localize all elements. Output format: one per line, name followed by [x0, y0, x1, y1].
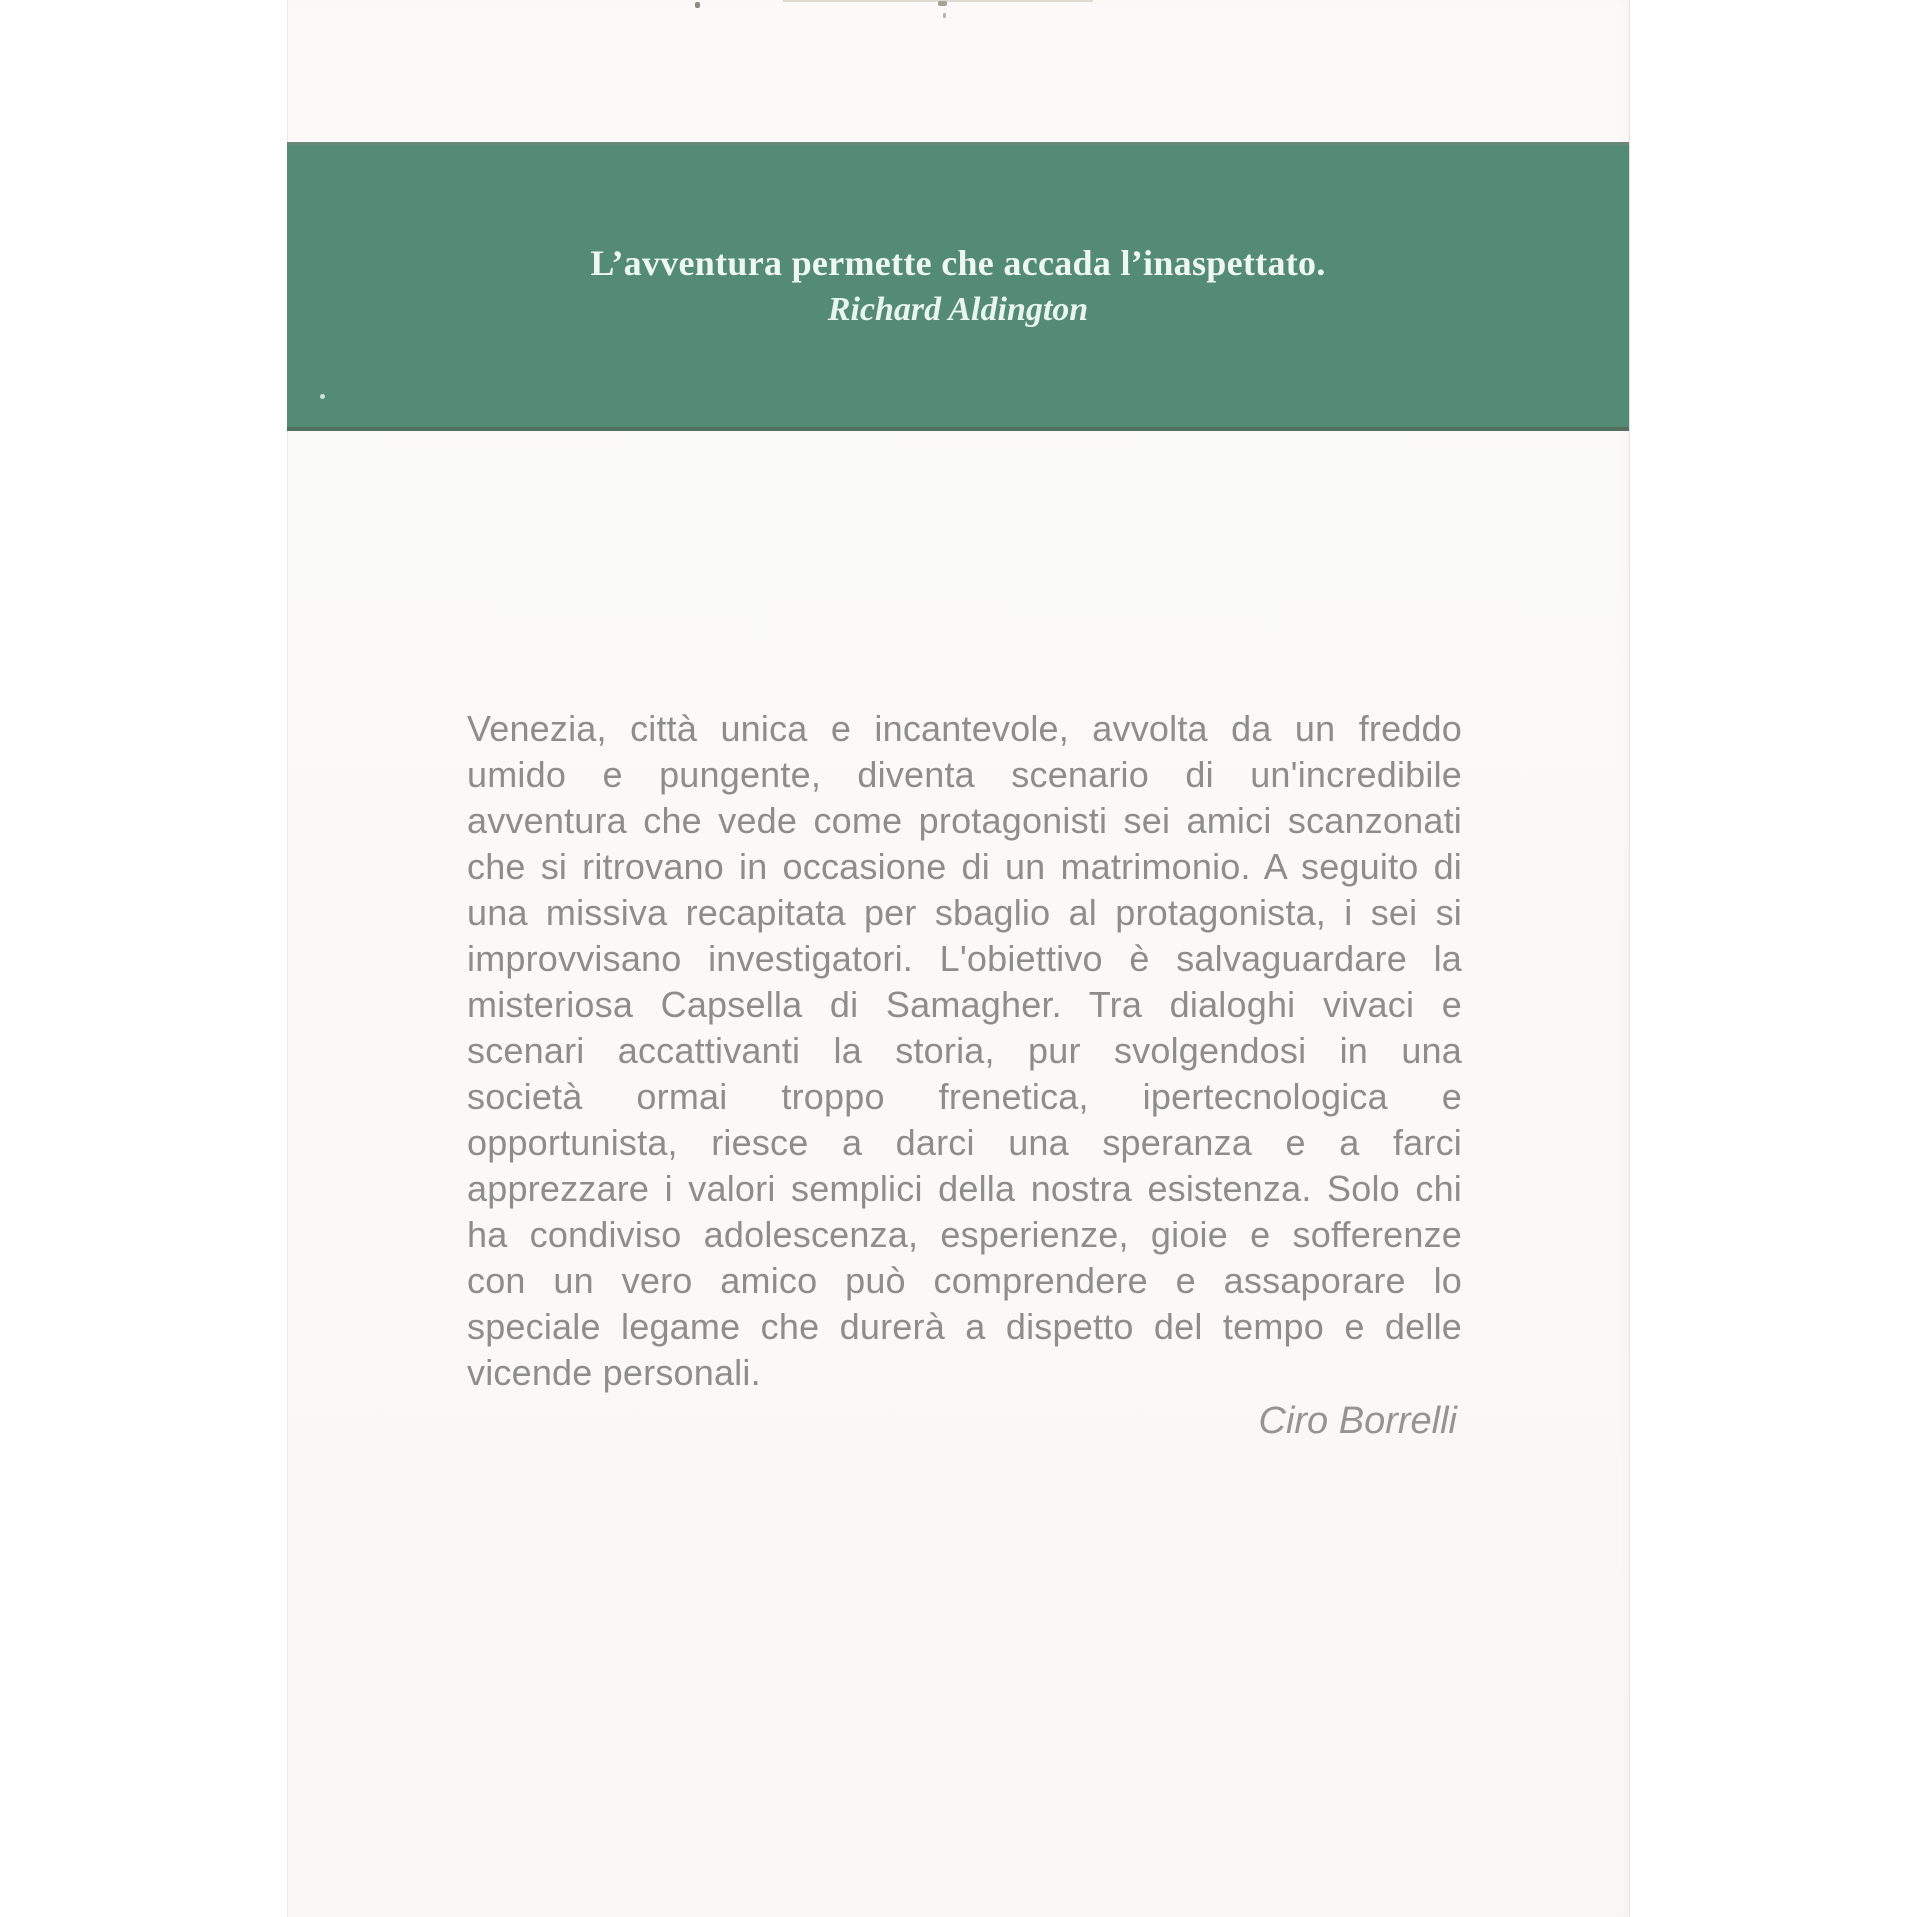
- synopsis-line: una missiva recapitata per sbaglio al protagonista, i sei si: [467, 892, 1462, 933]
- quote-band: [287, 142, 1629, 431]
- synopsis-line: avventura che vede come protagonisti sei amici scanzonati: [467, 800, 1462, 841]
- scan-artifact-dot: [320, 394, 325, 399]
- quote-author: Richard Aldington: [827, 291, 1089, 328]
- synopsis-line: Venezia, città unica e incantevole, avvolta da un freddo: [467, 708, 1462, 749]
- synopsis-line: opportunista, riesce a darci una speranza e a farci: [467, 1122, 1462, 1163]
- scan-artifact-speck: [695, 2, 700, 8]
- synopsis-line: con un vero amico può comprendere e assaporare lo: [467, 1260, 1462, 1301]
- scan-artifact-speck: [943, 13, 946, 18]
- author-signature: Ciro Borrelli: [1258, 1400, 1457, 1442]
- synopsis-line: ha condiviso adolescenza, esperienze, gioie e sofferenze: [467, 1214, 1462, 1255]
- quote-text: L’avventura permette che accada l’inaspettato.: [590, 243, 1326, 283]
- synopsis-line: scenari accattivanti la storia, pur svolgendosi in una: [467, 1030, 1462, 1071]
- synopsis-paragraph: [467, 706, 1462, 1396]
- synopsis-line: misteriosa Capsella di Samagher. Tra dialoghi vivaci e: [467, 984, 1462, 1025]
- synopsis-line: umido e pungente, diventa scenario di un'incredibile: [467, 754, 1462, 795]
- synopsis-line: società ormai troppo frenetica, ipertecnologica e: [467, 1076, 1462, 1117]
- synopsis-line: che si ritrovano in occasione di un matrimonio. A seguito di: [467, 846, 1462, 887]
- synopsis-line: speciale legame che durerà a dispetto del tempo e delle: [467, 1306, 1462, 1347]
- synopsis-line: vicende personali.: [467, 1352, 761, 1393]
- synopsis-line: apprezzare i valori semplici della nostra esistenza. Solo chi: [467, 1168, 1462, 1209]
- synopsis-line: improvvisano investigatori. L'obiettivo è salvaguardare la: [467, 938, 1462, 979]
- scan-artifact-speck: [938, 1, 947, 6]
